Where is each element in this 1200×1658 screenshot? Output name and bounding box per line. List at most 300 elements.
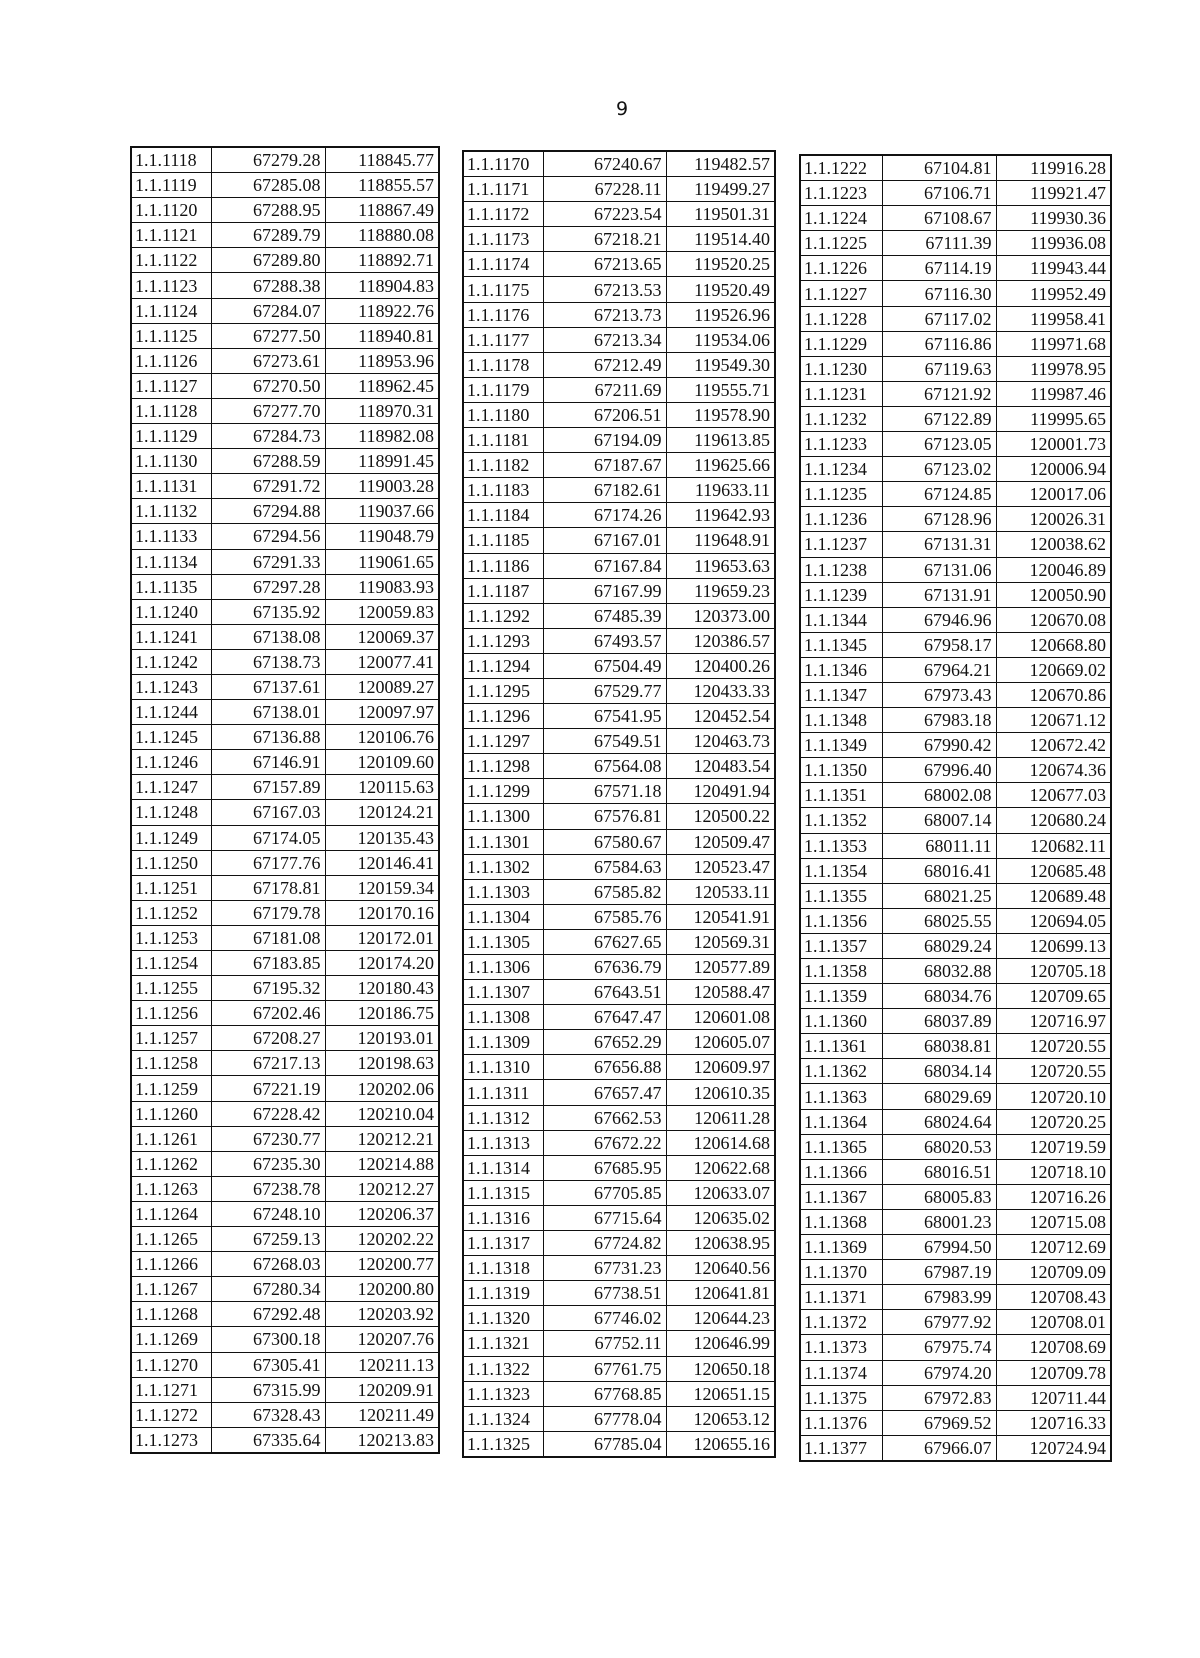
point-id-cell: 1.1.1121 bbox=[131, 223, 211, 248]
y-coordinate-cell: 120193.01 bbox=[325, 1026, 439, 1051]
table-row bbox=[131, 248, 439, 273]
x-coordinate-cell: 68020.53 bbox=[882, 1134, 996, 1159]
table-row bbox=[800, 306, 1111, 331]
table-row bbox=[131, 624, 439, 649]
table-row bbox=[463, 202, 775, 227]
x-coordinate-cell: 67746.02 bbox=[543, 1306, 666, 1331]
y-coordinate-cell: 120001.73 bbox=[996, 432, 1111, 457]
table-row bbox=[131, 925, 439, 950]
y-coordinate-cell: 118892.71 bbox=[325, 248, 439, 273]
table-row bbox=[800, 657, 1111, 682]
table-row bbox=[463, 1381, 775, 1406]
point-id-cell: 1.1.1226 bbox=[800, 256, 882, 281]
y-coordinate-cell: 120719.59 bbox=[996, 1134, 1111, 1159]
x-coordinate-cell: 67294.88 bbox=[211, 499, 325, 524]
table-row bbox=[800, 1435, 1111, 1461]
table-row bbox=[800, 432, 1111, 457]
x-coordinate-cell: 67277.70 bbox=[211, 398, 325, 423]
x-coordinate-cell: 67248.10 bbox=[211, 1201, 325, 1226]
x-coordinate-cell: 67627.65 bbox=[543, 929, 666, 954]
y-coordinate-cell: 118845.77 bbox=[325, 147, 439, 173]
y-coordinate-cell: 119061.65 bbox=[325, 549, 439, 574]
table-row bbox=[131, 524, 439, 549]
table-row bbox=[463, 428, 775, 453]
table-row bbox=[800, 231, 1111, 256]
point-id-cell: 1.1.1237 bbox=[800, 532, 882, 557]
point-id-cell: 1.1.1376 bbox=[800, 1410, 882, 1435]
point-id-cell: 1.1.1177 bbox=[463, 327, 543, 352]
x-coordinate-cell: 67284.73 bbox=[211, 424, 325, 449]
y-coordinate-cell: 120174.20 bbox=[325, 951, 439, 976]
y-coordinate-cell: 120716.33 bbox=[996, 1410, 1111, 1435]
y-coordinate-cell: 119987.46 bbox=[996, 381, 1111, 406]
x-coordinate-cell: 67123.02 bbox=[882, 457, 996, 482]
table-row bbox=[463, 653, 775, 678]
y-coordinate-cell: 120715.08 bbox=[996, 1209, 1111, 1234]
point-id-cell: 1.1.1250 bbox=[131, 850, 211, 875]
x-coordinate-cell: 67969.52 bbox=[882, 1410, 996, 1435]
x-coordinate-cell: 67167.01 bbox=[543, 528, 666, 553]
point-id-cell: 1.1.1174 bbox=[463, 252, 543, 277]
table-row bbox=[800, 984, 1111, 1009]
point-id-cell: 1.1.1352 bbox=[800, 808, 882, 833]
point-id-cell: 1.1.1374 bbox=[800, 1360, 882, 1385]
x-coordinate-cell: 67146.91 bbox=[211, 750, 325, 775]
point-id-cell: 1.1.1128 bbox=[131, 398, 211, 423]
y-coordinate-cell: 119578.90 bbox=[666, 402, 775, 427]
table-row bbox=[800, 181, 1111, 206]
y-coordinate-cell: 120452.54 bbox=[666, 704, 775, 729]
point-id-cell: 1.1.1263 bbox=[131, 1176, 211, 1201]
x-coordinate-cell: 67174.05 bbox=[211, 825, 325, 850]
point-id-cell: 1.1.1319 bbox=[463, 1281, 543, 1306]
point-id-cell: 1.1.1266 bbox=[131, 1252, 211, 1277]
y-coordinate-cell: 120699.13 bbox=[996, 933, 1111, 958]
point-id-cell: 1.1.1258 bbox=[131, 1051, 211, 1076]
x-coordinate-cell: 67131.06 bbox=[882, 557, 996, 582]
table-row bbox=[131, 1126, 439, 1151]
y-coordinate-cell: 120211.13 bbox=[325, 1352, 439, 1377]
table-row bbox=[131, 1001, 439, 1026]
table-row bbox=[131, 173, 439, 198]
x-coordinate-cell: 67656.88 bbox=[543, 1055, 666, 1080]
y-coordinate-cell: 120720.25 bbox=[996, 1109, 1111, 1134]
table-row bbox=[800, 1285, 1111, 1310]
y-coordinate-cell: 118940.81 bbox=[325, 323, 439, 348]
y-coordinate-cell: 120716.26 bbox=[996, 1184, 1111, 1209]
point-id-cell: 1.1.1248 bbox=[131, 800, 211, 825]
x-coordinate-cell: 67136.88 bbox=[211, 725, 325, 750]
point-id-cell: 1.1.1186 bbox=[463, 553, 543, 578]
table-row bbox=[800, 858, 1111, 883]
x-coordinate-cell: 67987.19 bbox=[882, 1260, 996, 1285]
x-coordinate-cell: 67315.99 bbox=[211, 1377, 325, 1402]
point-id-cell: 1.1.1267 bbox=[131, 1277, 211, 1302]
point-id-cell: 1.1.1251 bbox=[131, 875, 211, 900]
point-id-cell: 1.1.1175 bbox=[463, 277, 543, 302]
x-coordinate-cell: 67294.56 bbox=[211, 524, 325, 549]
table-row bbox=[463, 528, 775, 553]
point-id-cell: 1.1.1311 bbox=[463, 1080, 543, 1105]
point-id-cell: 1.1.1187 bbox=[463, 578, 543, 603]
table-row bbox=[131, 1402, 439, 1427]
x-coordinate-cell: 67212.49 bbox=[543, 352, 666, 377]
y-coordinate-cell: 120089.27 bbox=[325, 674, 439, 699]
point-id-cell: 1.1.1259 bbox=[131, 1076, 211, 1101]
table-row bbox=[463, 704, 775, 729]
table-row bbox=[131, 1151, 439, 1176]
point-id-cell: 1.1.1307 bbox=[463, 980, 543, 1005]
table-row bbox=[131, 900, 439, 925]
table-row bbox=[463, 955, 775, 980]
table-row bbox=[800, 959, 1111, 984]
table-row bbox=[463, 1331, 775, 1356]
point-id-cell: 1.1.1181 bbox=[463, 428, 543, 453]
table-row bbox=[131, 499, 439, 524]
point-id-cell: 1.1.1249 bbox=[131, 825, 211, 850]
table-row bbox=[463, 503, 775, 528]
x-coordinate-cell: 67114.19 bbox=[882, 256, 996, 281]
x-coordinate-cell: 67541.95 bbox=[543, 704, 666, 729]
y-coordinate-cell: 120159.34 bbox=[325, 875, 439, 900]
y-coordinate-cell: 120651.15 bbox=[666, 1381, 775, 1406]
point-id-cell: 1.1.1297 bbox=[463, 729, 543, 754]
x-coordinate-cell: 67958.17 bbox=[882, 632, 996, 657]
y-coordinate-cell: 120006.94 bbox=[996, 457, 1111, 482]
point-id-cell: 1.1.1119 bbox=[131, 173, 211, 198]
x-coordinate-cell: 67585.76 bbox=[543, 904, 666, 929]
x-coordinate-cell: 67213.73 bbox=[543, 302, 666, 327]
x-coordinate-cell: 67194.09 bbox=[543, 428, 666, 453]
point-id-cell: 1.1.1324 bbox=[463, 1406, 543, 1431]
point-id-cell: 1.1.1244 bbox=[131, 700, 211, 725]
point-id-cell: 1.1.1317 bbox=[463, 1231, 543, 1256]
point-id-cell: 1.1.1238 bbox=[800, 557, 882, 582]
x-coordinate-cell: 67213.53 bbox=[543, 277, 666, 302]
y-coordinate-cell: 119633.11 bbox=[666, 478, 775, 503]
x-coordinate-cell: 67584.63 bbox=[543, 854, 666, 879]
point-id-cell: 1.1.1369 bbox=[800, 1235, 882, 1260]
y-coordinate-cell: 120633.07 bbox=[666, 1180, 775, 1205]
table-row bbox=[131, 1352, 439, 1377]
point-id-cell: 1.1.1353 bbox=[800, 833, 882, 858]
table-row bbox=[131, 1302, 439, 1327]
point-id-cell: 1.1.1367 bbox=[800, 1184, 882, 1209]
y-coordinate-cell: 119958.41 bbox=[996, 306, 1111, 331]
table-row bbox=[131, 775, 439, 800]
table-row bbox=[800, 557, 1111, 582]
x-coordinate-cell: 67305.41 bbox=[211, 1352, 325, 1377]
y-coordinate-cell: 120638.95 bbox=[666, 1231, 775, 1256]
y-coordinate-cell: 120577.89 bbox=[666, 955, 775, 980]
point-id-cell: 1.1.1269 bbox=[131, 1327, 211, 1352]
table-row bbox=[131, 549, 439, 574]
y-coordinate-cell: 120180.43 bbox=[325, 976, 439, 1001]
x-coordinate-cell: 67504.49 bbox=[543, 653, 666, 678]
y-coordinate-cell: 119659.23 bbox=[666, 578, 775, 603]
point-id-cell: 1.1.1298 bbox=[463, 754, 543, 779]
y-coordinate-cell: 120635.02 bbox=[666, 1205, 775, 1230]
y-coordinate-cell: 120705.18 bbox=[996, 959, 1111, 984]
table-row bbox=[131, 1201, 439, 1226]
point-id-cell: 1.1.1372 bbox=[800, 1310, 882, 1335]
table-row bbox=[463, 729, 775, 754]
x-coordinate-cell: 67206.51 bbox=[543, 402, 666, 427]
y-coordinate-cell: 120670.08 bbox=[996, 607, 1111, 632]
point-id-cell: 1.1.1299 bbox=[463, 779, 543, 804]
y-coordinate-cell: 119978.95 bbox=[996, 356, 1111, 381]
y-coordinate-cell: 120610.35 bbox=[666, 1080, 775, 1105]
point-id-cell: 1.1.1135 bbox=[131, 574, 211, 599]
table-row bbox=[463, 1130, 775, 1155]
x-coordinate-cell: 67996.40 bbox=[882, 758, 996, 783]
x-coordinate-cell: 67983.18 bbox=[882, 708, 996, 733]
point-id-cell: 1.1.1313 bbox=[463, 1130, 543, 1155]
point-id-cell: 1.1.1182 bbox=[463, 453, 543, 478]
coordinate-table-3 bbox=[799, 154, 1112, 1462]
y-coordinate-cell: 120718.10 bbox=[996, 1159, 1111, 1184]
point-id-cell: 1.1.1363 bbox=[800, 1084, 882, 1109]
table-row bbox=[463, 1080, 775, 1105]
table-row bbox=[463, 1055, 775, 1080]
table-row bbox=[463, 352, 775, 377]
point-id-cell: 1.1.1292 bbox=[463, 603, 543, 628]
point-id-cell: 1.1.1184 bbox=[463, 503, 543, 528]
x-coordinate-cell: 67273.61 bbox=[211, 348, 325, 373]
y-coordinate-cell: 118867.49 bbox=[325, 198, 439, 223]
table-row bbox=[463, 1406, 775, 1431]
y-coordinate-cell: 120509.47 bbox=[666, 829, 775, 854]
y-coordinate-cell: 120500.22 bbox=[666, 804, 775, 829]
table-row bbox=[131, 323, 439, 348]
table-row bbox=[463, 804, 775, 829]
x-coordinate-cell: 67106.71 bbox=[882, 181, 996, 206]
point-id-cell: 1.1.1273 bbox=[131, 1427, 211, 1453]
y-coordinate-cell: 120672.42 bbox=[996, 733, 1111, 758]
x-coordinate-cell: 67116.30 bbox=[882, 281, 996, 306]
point-id-cell: 1.1.1180 bbox=[463, 402, 543, 427]
y-coordinate-cell: 120050.90 bbox=[996, 582, 1111, 607]
table-row bbox=[463, 327, 775, 352]
table-row bbox=[463, 1231, 775, 1256]
y-coordinate-cell: 120146.41 bbox=[325, 850, 439, 875]
x-coordinate-cell: 67292.48 bbox=[211, 1302, 325, 1327]
point-id-cell: 1.1.1176 bbox=[463, 302, 543, 327]
table-row bbox=[800, 607, 1111, 632]
table-row bbox=[463, 578, 775, 603]
point-id-cell: 1.1.1315 bbox=[463, 1180, 543, 1205]
table-row bbox=[131, 373, 439, 398]
y-coordinate-cell: 120077.41 bbox=[325, 649, 439, 674]
table-row bbox=[131, 574, 439, 599]
y-coordinate-cell: 120709.09 bbox=[996, 1260, 1111, 1285]
point-id-cell: 1.1.1360 bbox=[800, 1009, 882, 1034]
point-id-cell: 1.1.1229 bbox=[800, 331, 882, 356]
y-coordinate-cell: 120655.16 bbox=[666, 1431, 775, 1457]
point-id-cell: 1.1.1227 bbox=[800, 281, 882, 306]
y-coordinate-cell: 120038.62 bbox=[996, 532, 1111, 557]
point-id-cell: 1.1.1362 bbox=[800, 1059, 882, 1084]
x-coordinate-cell: 67116.86 bbox=[882, 331, 996, 356]
x-coordinate-cell: 67705.85 bbox=[543, 1180, 666, 1205]
x-coordinate-cell: 67218.21 bbox=[543, 227, 666, 252]
x-coordinate-cell: 67122.89 bbox=[882, 406, 996, 431]
point-id-cell: 1.1.1361 bbox=[800, 1034, 882, 1059]
x-coordinate-cell: 67335.64 bbox=[211, 1427, 325, 1453]
table-row bbox=[463, 277, 775, 302]
y-coordinate-cell: 120644.23 bbox=[666, 1306, 775, 1331]
x-coordinate-cell: 67104.81 bbox=[882, 155, 996, 181]
x-coordinate-cell: 67585.82 bbox=[543, 879, 666, 904]
x-coordinate-cell: 67972.83 bbox=[882, 1385, 996, 1410]
point-id-cell: 1.1.1356 bbox=[800, 908, 882, 933]
point-id-cell: 1.1.1365 bbox=[800, 1134, 882, 1159]
x-coordinate-cell: 67768.85 bbox=[543, 1381, 666, 1406]
table-row bbox=[800, 281, 1111, 306]
x-coordinate-cell: 68021.25 bbox=[882, 883, 996, 908]
y-coordinate-cell: 120213.83 bbox=[325, 1427, 439, 1453]
x-coordinate-cell: 67289.80 bbox=[211, 248, 325, 273]
x-coordinate-cell: 67964.21 bbox=[882, 657, 996, 682]
x-coordinate-cell: 67288.59 bbox=[211, 449, 325, 474]
point-id-cell: 1.1.1132 bbox=[131, 499, 211, 524]
x-coordinate-cell: 67571.18 bbox=[543, 779, 666, 804]
x-coordinate-cell: 67288.95 bbox=[211, 198, 325, 223]
table-row bbox=[800, 1009, 1111, 1034]
point-id-cell: 1.1.1230 bbox=[800, 356, 882, 381]
y-coordinate-cell: 120708.43 bbox=[996, 1285, 1111, 1310]
y-coordinate-cell: 119482.57 bbox=[666, 151, 775, 177]
x-coordinate-cell: 67973.43 bbox=[882, 682, 996, 707]
point-id-cell: 1.1.1126 bbox=[131, 348, 211, 373]
y-coordinate-cell: 119555.71 bbox=[666, 377, 775, 402]
y-coordinate-cell: 120605.07 bbox=[666, 1030, 775, 1055]
x-coordinate-cell: 68016.51 bbox=[882, 1159, 996, 1184]
x-coordinate-cell: 67946.96 bbox=[882, 607, 996, 632]
point-id-cell: 1.1.1239 bbox=[800, 582, 882, 607]
table-row bbox=[463, 252, 775, 277]
x-coordinate-cell: 68034.14 bbox=[882, 1059, 996, 1084]
table-row bbox=[463, 377, 775, 402]
table-row bbox=[463, 678, 775, 703]
table-row bbox=[800, 758, 1111, 783]
point-id-cell: 1.1.1225 bbox=[800, 231, 882, 256]
x-coordinate-cell: 67111.39 bbox=[882, 231, 996, 256]
y-coordinate-cell: 120708.69 bbox=[996, 1335, 1111, 1360]
table-row bbox=[800, 1184, 1111, 1209]
y-coordinate-cell: 119613.85 bbox=[666, 428, 775, 453]
y-coordinate-cell: 119048.79 bbox=[325, 524, 439, 549]
x-coordinate-cell: 67138.01 bbox=[211, 700, 325, 725]
x-coordinate-cell: 67259.13 bbox=[211, 1227, 325, 1252]
table-row bbox=[800, 206, 1111, 231]
point-id-cell: 1.1.1316 bbox=[463, 1205, 543, 1230]
x-coordinate-cell: 68029.69 bbox=[882, 1084, 996, 1109]
y-coordinate-cell: 120210.04 bbox=[325, 1101, 439, 1126]
x-coordinate-cell: 67279.28 bbox=[211, 147, 325, 173]
x-coordinate-cell: 67284.07 bbox=[211, 298, 325, 323]
point-id-cell: 1.1.1320 bbox=[463, 1306, 543, 1331]
point-id-cell: 1.1.1303 bbox=[463, 879, 543, 904]
point-id-cell: 1.1.1183 bbox=[463, 478, 543, 503]
table-row bbox=[800, 1159, 1111, 1184]
table-row bbox=[800, 1084, 1111, 1109]
table-row bbox=[800, 1209, 1111, 1234]
x-coordinate-cell: 67128.96 bbox=[882, 507, 996, 532]
table-row bbox=[463, 1356, 775, 1381]
table-row bbox=[131, 850, 439, 875]
table-row bbox=[463, 478, 775, 503]
x-coordinate-cell: 67549.51 bbox=[543, 729, 666, 754]
table-row bbox=[463, 754, 775, 779]
point-id-cell: 1.1.1357 bbox=[800, 933, 882, 958]
x-coordinate-cell: 67137.61 bbox=[211, 674, 325, 699]
x-coordinate-cell: 67277.50 bbox=[211, 323, 325, 348]
y-coordinate-cell: 119916.28 bbox=[996, 155, 1111, 181]
point-id-cell: 1.1.1344 bbox=[800, 607, 882, 632]
point-id-cell: 1.1.1321 bbox=[463, 1331, 543, 1356]
point-id-cell: 1.1.1129 bbox=[131, 424, 211, 449]
x-coordinate-cell: 67177.76 bbox=[211, 850, 325, 875]
y-coordinate-cell: 120386.57 bbox=[666, 628, 775, 653]
point-id-cell: 1.1.1252 bbox=[131, 900, 211, 925]
x-coordinate-cell: 67485.39 bbox=[543, 603, 666, 628]
point-id-cell: 1.1.1264 bbox=[131, 1201, 211, 1226]
y-coordinate-cell: 120653.12 bbox=[666, 1406, 775, 1431]
table-row bbox=[800, 708, 1111, 733]
point-id-cell: 1.1.1306 bbox=[463, 955, 543, 980]
table-row bbox=[131, 198, 439, 223]
table-row bbox=[131, 1252, 439, 1277]
y-coordinate-cell: 120669.02 bbox=[996, 657, 1111, 682]
y-coordinate-cell: 120694.05 bbox=[996, 908, 1111, 933]
table-row bbox=[131, 750, 439, 775]
point-id-cell: 1.1.1260 bbox=[131, 1101, 211, 1126]
table-row bbox=[463, 402, 775, 427]
x-coordinate-cell: 67280.34 bbox=[211, 1277, 325, 1302]
y-coordinate-cell: 120017.06 bbox=[996, 482, 1111, 507]
table-row bbox=[131, 147, 439, 173]
x-coordinate-cell: 67647.47 bbox=[543, 1005, 666, 1030]
y-coordinate-cell: 120400.26 bbox=[666, 653, 775, 678]
x-coordinate-cell: 67328.43 bbox=[211, 1402, 325, 1427]
x-coordinate-cell: 67761.75 bbox=[543, 1356, 666, 1381]
x-coordinate-cell: 67974.20 bbox=[882, 1360, 996, 1385]
x-coordinate-cell: 68001.23 bbox=[882, 1209, 996, 1234]
x-coordinate-cell: 68038.81 bbox=[882, 1034, 996, 1059]
table-row bbox=[131, 273, 439, 298]
x-coordinate-cell: 67121.92 bbox=[882, 381, 996, 406]
point-id-cell: 1.1.1228 bbox=[800, 306, 882, 331]
y-coordinate-cell: 118982.08 bbox=[325, 424, 439, 449]
table-row bbox=[131, 1277, 439, 1302]
table-row bbox=[800, 331, 1111, 356]
table-row bbox=[463, 1256, 775, 1281]
x-coordinate-cell: 67966.07 bbox=[882, 1435, 996, 1461]
x-coordinate-cell: 67580.67 bbox=[543, 829, 666, 854]
x-coordinate-cell: 67685.95 bbox=[543, 1155, 666, 1180]
point-id-cell: 1.1.1171 bbox=[463, 177, 543, 202]
y-coordinate-cell: 120202.06 bbox=[325, 1076, 439, 1101]
y-coordinate-cell: 118880.08 bbox=[325, 223, 439, 248]
table-row bbox=[131, 348, 439, 373]
y-coordinate-cell: 120069.37 bbox=[325, 624, 439, 649]
table-row bbox=[800, 1134, 1111, 1159]
table-row bbox=[800, 632, 1111, 657]
point-id-cell: 1.1.1265 bbox=[131, 1227, 211, 1252]
y-coordinate-cell: 120200.80 bbox=[325, 1277, 439, 1302]
point-id-cell: 1.1.1178 bbox=[463, 352, 543, 377]
